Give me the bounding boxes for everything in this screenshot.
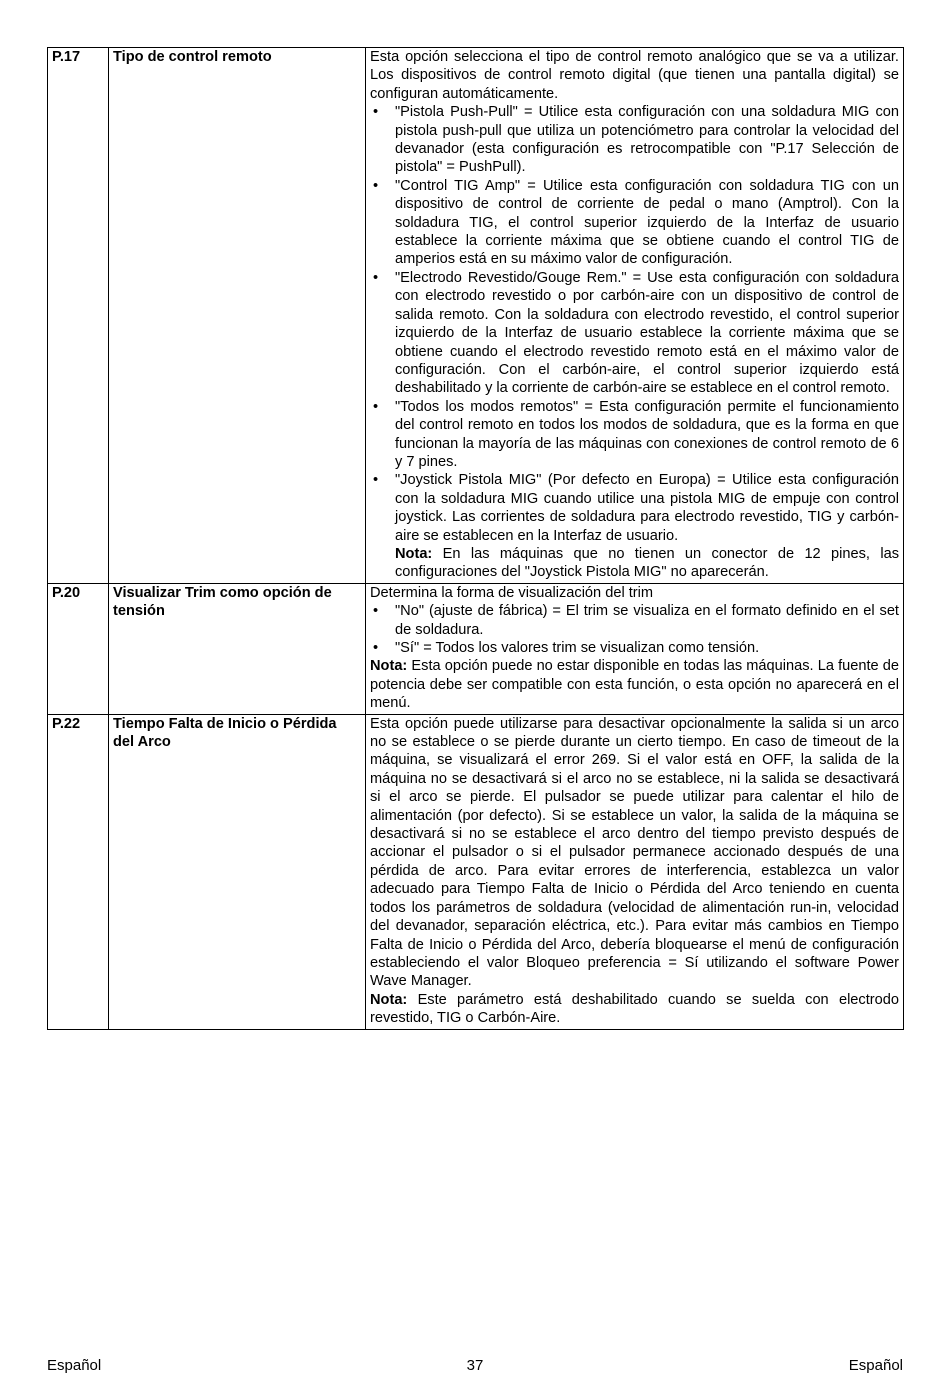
table-row-p22 (48, 714, 904, 1029)
bullet-icon: • (373, 177, 379, 194)
parameter-name: Tiempo Falta de Inicio o Pérdida del Arco (109, 714, 366, 1029)
list-item (370, 177, 899, 269)
note (370, 657, 899, 712)
note-text: Este parámetro está deshabilitado cuando se suelda con electrodo revestido, TIG o Carbón-Aire. (370, 991, 899, 1027)
footer-language-right: Español (848, 1357, 903, 1374)
bullet-icon: • (373, 640, 379, 656)
note-label: Nota: (395, 545, 433, 562)
options-list (370, 103, 899, 582)
option-text: "Electrodo Revestido/Gouge Rem." = Use esta configuración con soldadura con electrodo revestido o por carbón-aire con un dispositivo de control de salida remoto. Con la soldadura con electrodo revestido, el control superior izquierdo de la Interfaz de usuario establece la corriente máxima que se obtiene cuando el electrodo revestido remoto está en el máximo valor de configuración. Con el carbón-aire, el control superior izquierdo está deshabilitado y la corriente de carbón-aire se establece en el control remoto. (395, 269, 899, 397)
bullet-icon: • (373, 472, 379, 489)
parameter-description (366, 714, 904, 1029)
note-text: Esta opción puede no estar disponible en todas las máquinas. La fuente de potencia debe ser compatible con esta función, o esta opción no aparecerá en el menú. (370, 658, 899, 712)
bullet-icon: • (373, 269, 379, 286)
parameters-table (47, 47, 904, 1030)
description-intro: Esta opción puede utilizarse para desactivar opcionalmente la salida si un arco no se establece o se pierde durante un cierto tiempo. En caso de timeout de la máquina, se visualizará el error 269. Si el valor está en OFF, la salida de la máquina no se desactivará si el arco no se establece, ni la salida se desactivará si el arco se pierde. El pulsador se puede utilizar para calentar el hilo de alimentación (por defecto). Si se establece un valor, la salida de la máquina se desactivará si no se establece el arco dentro del tiempo previsto después de accionar el pulsador o si el pulsador permanece accionado después de una pérdida de arco. Para evitar errores de interferencia, establezca un valor adecuado para Tiempo Falta de Inicio o Pérdida del Arco teniendo en cuenta todos los parámetros de soldadura (velocidad de alimentación run-in, velocidad del devanador, separación eléctrica, etc.). Para evitar más cambios en Tiempo Falta de Inicio o Pérdida del Arco, debería bloquearse el menú de configuración estableciendo el valor Bloqueo preferencia = Sí utilizando el software Power Wave Manager. (370, 715, 899, 990)
parameter-code: P.17 (48, 48, 109, 584)
parameter-code: P.20 (48, 583, 109, 714)
list-item (370, 269, 899, 398)
bullet-icon: • (373, 398, 379, 415)
bullet-icon: • (373, 104, 379, 121)
list-item (370, 471, 899, 581)
description-intro: Determina la forma de visualización del trim (370, 584, 654, 601)
bullet-icon: • (373, 603, 379, 620)
table-row-p20 (48, 583, 904, 714)
parameter-description (366, 583, 904, 714)
parameter-description (366, 48, 904, 584)
note (395, 545, 899, 582)
option-text: "Todos los modos remotos" = Esta configuración permite el funcionamiento del control remoto en todos los modos de soldadura, que es la forma en que funcionan la mayoría de las máquinas con conexiones de control remoto de 6 y 7 pines. (395, 398, 899, 470)
note-label: Nota: (370, 658, 408, 675)
table-row-p17 (48, 48, 904, 584)
parameter-name: Visualizar Trim como opción de tensión (109, 583, 366, 714)
option-text: "Joystick Pistola MIG" (Por defecto en Europa) = Utilice esta configuración con la soldadura MIG cuando utilice una pistola MIG de empuje con control joystick. Las corrientes de soldadura para electrodo revestido, TIG y carbón-aire se establecen en la Interfaz de usuario. (395, 472, 899, 544)
parameter-name: Tipo de control remoto (109, 48, 366, 584)
note-text: En las máquinas que no tienen un conector de 12 pines, las configuraciones del "Joystick Pistola MIG" no aparecerán. (395, 545, 899, 581)
option-text: "Control TIG Amp" = Utilice esta configuración con soldadura TIG con un dispositivo de control de corriente de pedal o mano (Amptrol). Con la soldadura TIG, el control superior izquierdo de la Interfaz de usuario establece la corriente máxima que se obtiene cuando el control TIG de amperios está en su máximo valor de configuración. (395, 177, 899, 268)
list-item (370, 103, 899, 177)
description-intro: Esta opción selecciona el tipo de control remoto analógico que se va a utilizar. Los dispositivos de control remoto digital (que tienen una pantalla digital) se configuran automáticamente. (370, 49, 899, 102)
note-label: Nota: (370, 991, 408, 1008)
option-text: "Sí" = Todos los valores trim se visualizan como tensión. (395, 640, 760, 656)
note (370, 991, 899, 1028)
parameter-code: P.22 (48, 714, 109, 1029)
footer-language-left: Español (47, 1357, 102, 1374)
page-number: 37 (466, 1357, 484, 1374)
list-item (370, 639, 899, 657)
option-text: "Pistola Push-Pull" = Utilice esta configuración con una soldadura MIG con pistola push-pull que utiliza un potenciómetro para controlar la velocidad del devanador (esta configuración es retrocompatible con "P.17 Selección de pistola" = PushPull). (395, 104, 899, 176)
list-item (370, 398, 899, 472)
option-text: "No" (ajuste de fábrica) = El trim se visualiza en el formato definido en el set de soldadura. (395, 603, 899, 638)
list-item (370, 602, 899, 639)
options-list (370, 602, 899, 657)
